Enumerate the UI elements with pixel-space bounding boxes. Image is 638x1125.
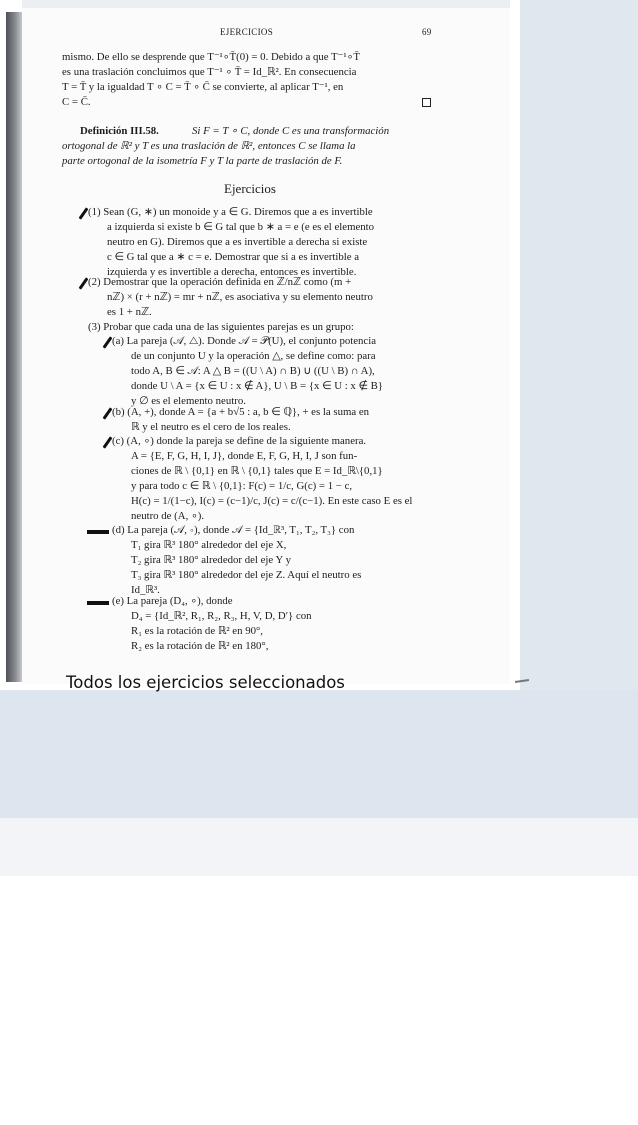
dash-mark-icon: [87, 530, 109, 534]
book-spine-shadow: [6, 12, 22, 682]
exercise-line: neutro de (A, ∘).: [131, 510, 205, 522]
running-title: EJERCICIOS: [220, 27, 274, 37]
exercise-line: T₂ gira ℝ³ 180° alrededor del eje Y y: [131, 554, 291, 566]
exercise-line: nℤ) × (r + nℤ) = mr + nℤ, es asociativa y su elemento neutro: [107, 291, 373, 303]
exercise-line: ℝ y el neutro es el cero de los reales.: [131, 421, 291, 433]
exercise-line: todo A, B ∈ 𝒜: A △ B = ((U \ A) ∩ B) ∪ ((U \ B) ∩ A),: [131, 365, 375, 377]
page-number: 69: [422, 27, 432, 37]
caption-text: Todos los ejercicios seleccionados: [66, 673, 345, 692]
definition-line: Si F = T ∘ C, donde C es una transformación: [192, 125, 390, 137]
exercise-line: D₄ = {Id_ℝ², R₁, R₂, R₃, H, V, D, D′} con: [131, 610, 312, 622]
exercise-line: (3) Probar que cada una de las siguientes parejas es un grupo:: [88, 321, 354, 333]
exercise-line: H(c) = 1/(1−c), I(c) = (c−1)/c, J(c) = c/(c−1). En este caso E es el: [131, 495, 413, 507]
intro-line: C = C̄.: [62, 96, 91, 108]
exercise-line: a izquierda si existe b ∈ G tal que b ∗ a = e (e es el elemento: [107, 221, 375, 233]
exercise-line: R₂ es la rotación de ℝ² en 180°,: [131, 640, 269, 652]
exercise-line: ciones de ℝ \ {0,1} en ℝ \ {0,1} tales que E = Id_ℝ\{0,1}: [131, 465, 383, 477]
exercise-line: y ∅ es el elemento neutro.: [131, 395, 246, 407]
exercise-line: (c) (A, ∘) donde la pareja se define de la siguiente manera.: [112, 435, 367, 447]
intro-line: mismo. De ello se desprende que T⁻¹∘T̄(0) = 0. Debido a que T⁻¹∘T̄: [62, 51, 360, 63]
exercise-line: izquierda y es invertible a derecha, entonces es invertible.: [107, 266, 357, 278]
intro-line: T = T̄ y la igualdad T ∘ C = T̄ ∘ C̄ se convierte, al aplicar T⁻¹, en: [62, 81, 344, 93]
exercise-line: T₁ gira ℝ³ 180° alrededor del eje X,: [131, 539, 287, 551]
exercise-line: (e) La pareja (D₄, ∘), donde: [112, 595, 233, 607]
qed-icon: [422, 98, 431, 107]
exercise-line: donde U \ A = {x ∈ U : x ∉ A}, U \ B = {x ∈ U : x ∉ B}: [131, 380, 383, 392]
exercise-line: T₃ gira ℝ³ 180° alrededor del eje Z. Aquí el neutro es: [131, 569, 362, 581]
scanner-bottom-strip: [0, 818, 638, 876]
definition-label: Definición III.58.: [80, 125, 159, 137]
dash-mark-icon: [87, 601, 109, 605]
exercise-line: R₁ es la rotación de ℝ² en 90°,: [131, 625, 264, 637]
exercise-line: (2) Demostrar que la operación definida en ℤ/nℤ como (m +: [88, 276, 352, 288]
exercise-line: y para todo c ∈ ℝ \ {0,1}: F(c) = 1/c, G(c) = 1 − c,: [131, 480, 353, 492]
intro-line: es una traslación concluimos que T⁻¹ ∘ T̄ = Id_ℝ². En consecuencia: [62, 66, 357, 78]
exercise-line: neutro en G). Diremos que a es invertible a derecha si existe: [107, 236, 368, 248]
exercise-line: (b) (A, +), donde A = {a + b√5 : a, b ∈ ℚ}, + es la suma en: [112, 406, 370, 418]
exercise-line: Id_ℝ³.: [131, 584, 160, 596]
exercise-line: de un conjunto U y la operación △, se define como: para: [131, 350, 376, 362]
exercise-line: c ∈ G tal que a ∗ c = e. Demostrar que si a es invertible a: [107, 251, 360, 263]
exercise-line: es 1 + nℤ.: [107, 306, 152, 318]
section-title: Ejercicios: [224, 181, 276, 196]
scanner-margin-bottom: [0, 690, 638, 830]
definition-line: ortogonal de ℝ² y T es una traslación de ℝ², entonces C se llama la: [62, 140, 356, 152]
exercise-line: (1) Sean (G, ∗) un monoide y a ∈ G. Diremos que a es invertible: [88, 206, 373, 218]
exercise-line: A = {E, F, G, H, I, J}, donde E, F, G, H, I, J son fun-: [131, 450, 358, 462]
exercise-line: (a) La pareja (𝒜, △). Donde 𝒜 = 𝒫(U), el conjunto potencia: [112, 335, 377, 347]
exercise-line: (d) La pareja (𝒜, ∘), donde 𝒜 = {Id_ℝ³, T₁, T₂, T₃} con: [112, 524, 355, 536]
definition-line: parte ortogonal de la isometría F y T la parte de traslación de F.: [62, 155, 343, 167]
